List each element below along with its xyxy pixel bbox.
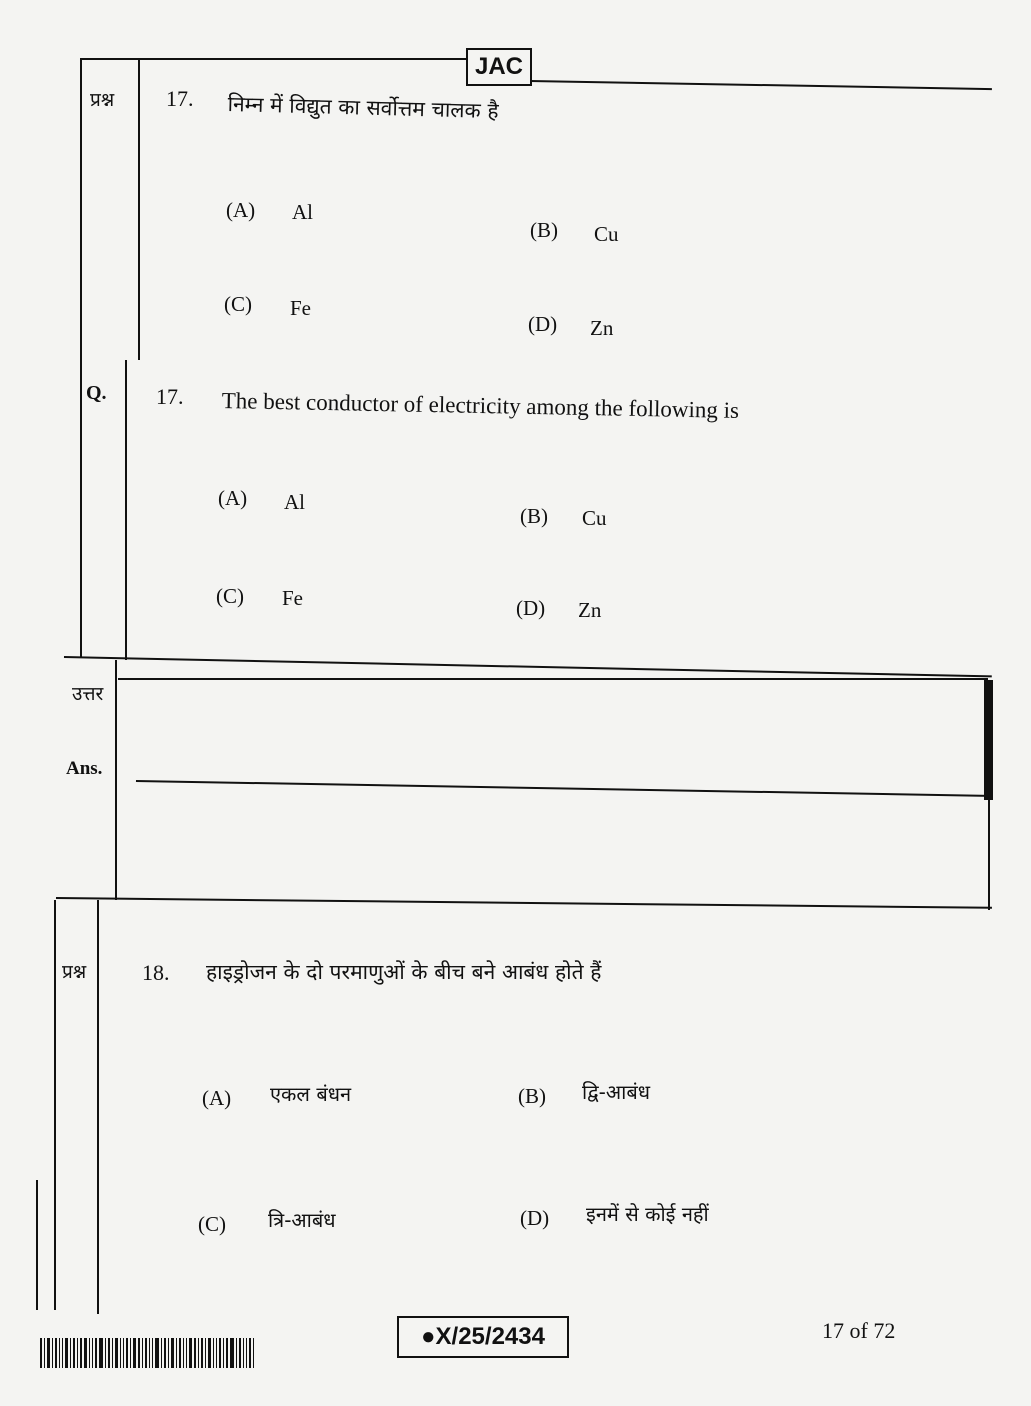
q17-english-option-d-label: (D)	[516, 596, 546, 620]
q18-option-d-label: (D)	[520, 1206, 550, 1230]
side-column-line-low	[115, 660, 117, 900]
q18-option-c-label: (C)	[198, 1212, 226, 1236]
q17-hindi-option-a-label: (A)	[226, 198, 256, 222]
side-column-line	[138, 60, 140, 360]
q17-hindi-question-text: निम्न में विद्युत का सर्वोत्तम चालक है	[227, 91, 499, 124]
answer-box-right-edge-low	[988, 800, 990, 910]
q18-option-a-label: (A)	[202, 1086, 232, 1110]
answer-english-label: Ans.	[66, 758, 103, 779]
answer-box-right-edge	[984, 680, 993, 800]
answer-hindi-label: उत्तर	[72, 683, 104, 705]
q18-option-d-value: इनमें से कोई नहीं	[586, 1202, 709, 1226]
q17-hindi-option-c-value: Fe	[290, 296, 311, 320]
q17-hindi-option-a-value: Al	[292, 200, 313, 224]
q17-english-option-b-value: Cu	[582, 506, 607, 530]
q18-option-c-value: त्रि-आबंध	[268, 1208, 336, 1232]
q17-english-side-label: Q.	[86, 382, 107, 404]
answer-box-top-line	[64, 656, 992, 677]
left-border-line-lower	[54, 900, 56, 1310]
q18-hindi-number: 18.	[142, 960, 170, 985]
answer-writing-area[interactable]	[136, 684, 982, 894]
outer-left-edge	[36, 1180, 38, 1310]
q17-hindi-option-c-label: (C)	[224, 292, 252, 316]
page-number: 17 of 72	[822, 1318, 896, 1343]
q17-english-option-b-label: (B)	[520, 504, 548, 528]
q17-english-option-c-label: (C)	[216, 584, 244, 608]
q17-english-option-c-value: Fe	[282, 586, 303, 610]
q17-hindi-option-b-value: Cu	[594, 222, 619, 246]
q18-hindi-question-text: हाइड्रोजन के दो परमाणुओं के बीच बने आबंध होते हैं	[206, 960, 602, 984]
top-border-line-right	[530, 80, 992, 90]
q17-english-option-d-value: Zn	[578, 598, 602, 622]
q18-option-b-label: (B)	[518, 1084, 546, 1108]
q17-hindi-side-label: प्रश्न	[90, 89, 115, 111]
barcode	[40, 1338, 298, 1368]
side-column-line-bottom	[97, 900, 99, 1314]
q18-option-b-value: द्वि-आबंध	[582, 1080, 651, 1104]
q18-option-a-value: एकल बंधन	[270, 1082, 352, 1106]
q17-english-option-a-label: (A)	[218, 486, 248, 510]
q17-english-question-text: The best conductor of electricity among the following is	[221, 388, 740, 423]
q17-hindi-option-d-value: Zn	[590, 316, 614, 340]
paper-code: ●X/25/2434	[397, 1316, 569, 1358]
q17-english-option-a-value: Al	[284, 490, 305, 514]
side-column-line-mid	[125, 360, 127, 660]
q17-hindi-option-d-label: (D)	[528, 312, 558, 336]
answer-box-bottom-line	[56, 897, 992, 909]
left-border-line	[80, 58, 82, 658]
q18-hindi-side-label: प्रश्न	[62, 961, 87, 983]
jac-logo: JAC	[466, 48, 532, 86]
q17-hindi-number: 17.	[166, 86, 194, 111]
answer-box-inner-top	[118, 678, 988, 680]
q17-english-number: 17.	[156, 384, 184, 409]
q17-hindi-option-b-label: (B)	[530, 218, 558, 242]
